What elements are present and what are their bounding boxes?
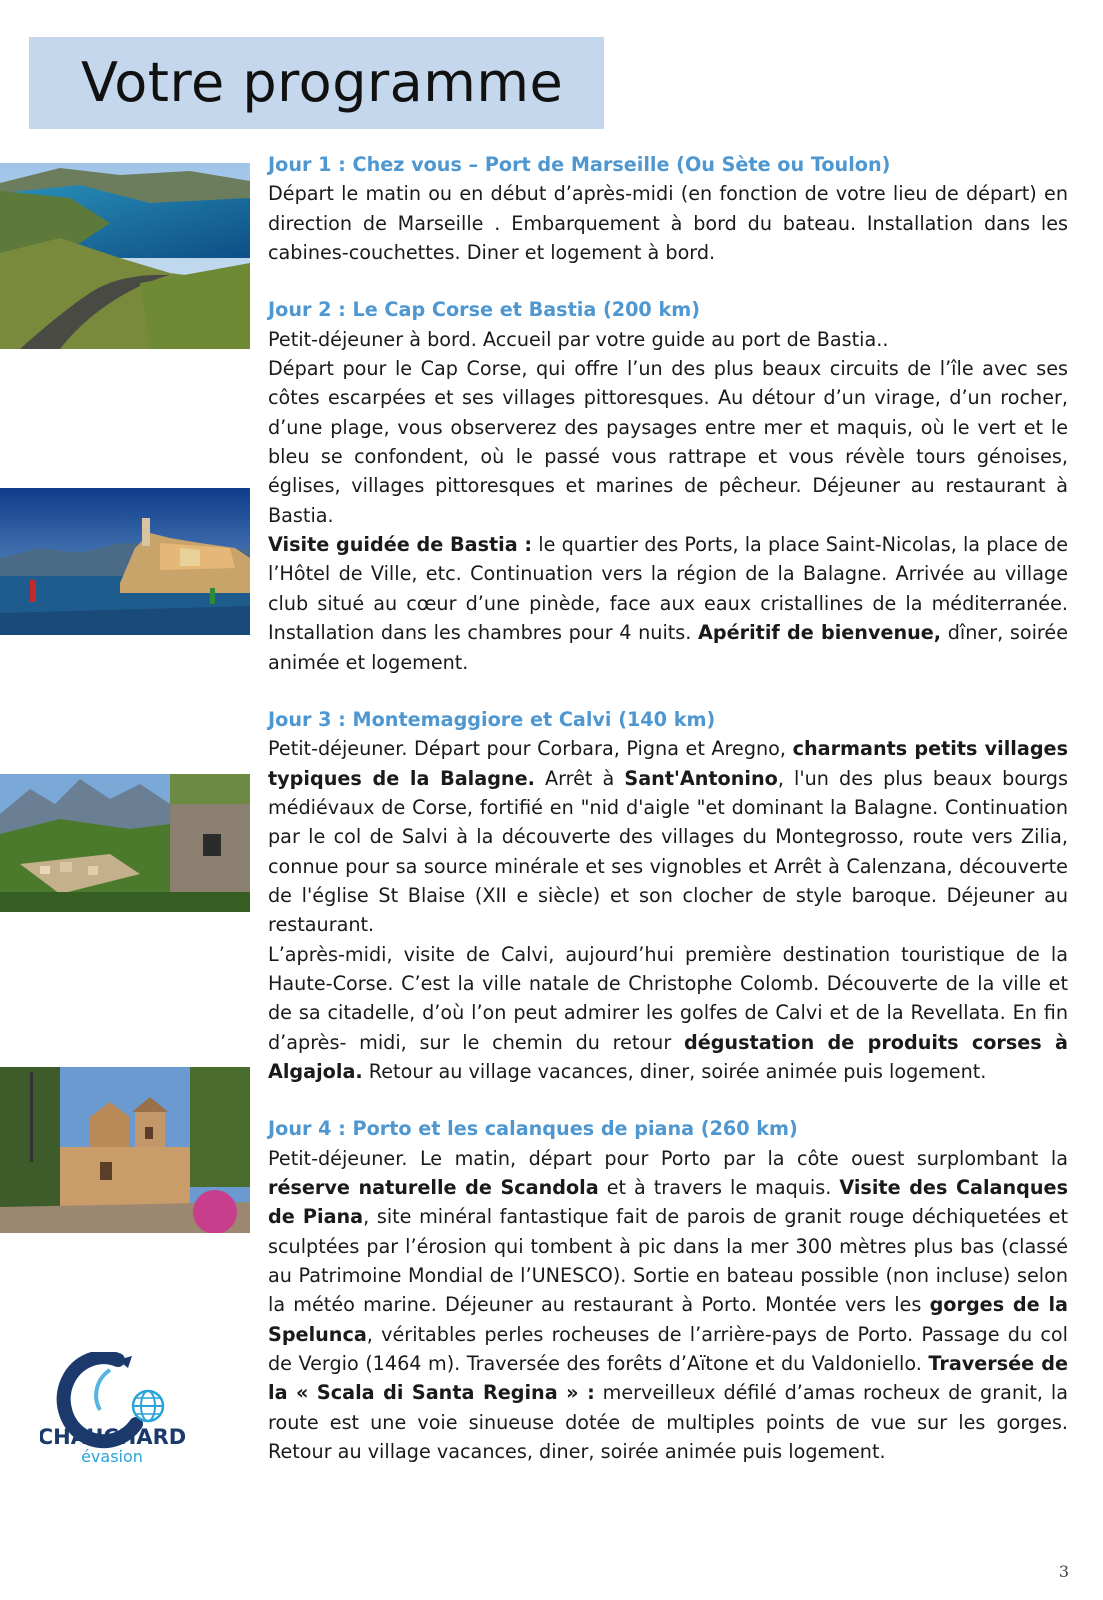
bold-text: Apéritif de bienvenue, [698, 621, 942, 645]
bold-text: Visite des Calanques de Piana [268, 1176, 1068, 1229]
text-run: merveilleux défilé d’amas rocheux de granit, la route est une voie sinueuse dotée de multiples points de vue sur les gorges. Retour au village vacances, diner, soirée animée puis logement. [268, 1381, 1068, 1464]
bold-text: Traversée de la « Scala di Santa Regina » : [268, 1352, 1069, 1405]
text-run: , l'un des plus beaux bourgs médiévaux de Corse, fortifié en "nid d'aigle "et dominant la Balagne. Continuation par le col de Salvi à la découverte des villages du Montegrosso, route vers Zilia, connue pour sa source minérale et ses vignobles et Arrêt à Calenzana, découverte de l'église St Blaise (XII e siècle) et son clocher de style baroque. Déjeuner au restaurant. [268, 766, 1068, 937]
text-run: Retour au village vacances, diner, soirée animée puis logement. [362, 1059, 987, 1083]
day-1 [268, 150, 1068, 267]
page-title: Votre programme [81, 51, 564, 114]
chauchard-logo [40, 1352, 200, 1496]
day-heading: Jour 4 : Porto et les calanques de piana (260 km) [268, 1117, 798, 1141]
logo-tagline: évasion [81, 1447, 143, 1466]
page-number: 3 [1058, 1562, 1069, 1581]
text-run: le quartier des Ports, la place Saint-Nicolas, la place de l’Hôtel de Ville, etc. Continuation vers la région de la Balagne. Arrivée au village club situé au cœur d’une pinède, face aux eaux cristallines de la méditerranée. Installation dans les chambres pour 4 nuits. [268, 533, 1068, 645]
text-run: Petit-déjeuner. Le matin, départ pour Porto par la côte ouest surplombant la [268, 1146, 1068, 1170]
bold-text: gorges de la Spelunca [268, 1293, 1068, 1346]
program-content [268, 150, 1068, 1494]
title-banner [29, 37, 604, 129]
day-3 [268, 705, 1068, 1086]
text-run: Arrêt à [534, 766, 625, 790]
text-run: Départ pour le Cap Corse, qui offre l’un des plus beaux circuits de l’île avec ses côtes escarpées et ses villages pittoresques. Au détour d’un virage, d’un rocher, d’une plage, vous observerez des paysages entre mer et maquis, où le vert et le bleu se confondent, où le passé vous rattrape et vous révèle tours génoises, églises, villages pittoresques et marines de pêcheur. Déjeuner au restaurant à Bastia. [268, 357, 1068, 527]
day-paragraph [268, 940, 1068, 1087]
text-run: , véritables perles rocheuses de l’arrière-pays de Porto. Passage du col de Vergio (1464 m). Traversée des forêts d’Aïtone et du Valdoniello. [268, 1322, 1068, 1376]
text-run: Petit-déjeuner. Départ pour Corbara, Pigna et Aregno, [268, 737, 793, 761]
day-paragraph [268, 734, 1068, 939]
day-paragraph [268, 354, 1068, 530]
day-paragraph [268, 1144, 1068, 1467]
text-run: L’après-midi, visite de Calvi, aujourd’hui première destination touristique de la Haute-Corse. C’est la ville natale de Christophe Colomb. Découverte de la ville et de sa citadelle, d’où l’on peut admirer les golfes de Calvi et de la Revellata. En fin d’après- midi, sur le chemin du retour [268, 942, 1068, 1054]
photo-village-church [0, 1067, 250, 1233]
bold-text: Sant'Antonino [624, 766, 778, 790]
day-2 [268, 295, 1068, 676]
bold-text: réserve naturelle de Scandola [268, 1176, 599, 1199]
bold-text: Visite guidée de Bastia : [268, 533, 533, 557]
logo-name: CHAUCHARD [40, 1425, 187, 1449]
photo-bastia-harbour [0, 488, 250, 635]
day-heading: Jour 3 : Montemaggiore et Calvi (140 km) [268, 707, 716, 731]
photo-cap-corse-coast [0, 163, 250, 349]
photo-mountain-village [0, 774, 250, 912]
text-run: Petit-déjeuner à bord. Accueil par votre guide au port de Bastia.. [268, 327, 889, 351]
day-heading: Jour 1 : Chez vous – Port de Marseille (Ou Sète ou Toulon) [268, 153, 891, 176]
text-run: Départ le matin ou en début d’après-midi (en fonction de votre lieu de départ) en direction de Marseille . Embarquement à bord du bateau. Installation dans les cabines-couchettes. Diner et logement à bord. [268, 182, 1068, 265]
day-heading: Jour 2 : Le Cap Corse et Bastia (200 km) [268, 298, 700, 322]
text-run: et à travers le maquis. [598, 1176, 840, 1199]
day-paragraph [268, 530, 1068, 677]
day-paragraph [268, 179, 1068, 267]
day-paragraph [268, 325, 1068, 354]
bold-text: charmants petits villages typiques de la Balagne. [268, 737, 1068, 790]
day-4 [268, 1114, 1068, 1466]
text-run: , site minéral fantastique fait de parois de granit rouge déchiquetées et sculptées par l’érosion qui tombent à pic dans la mer 300 mètres plus bas (classé au Patrimoine Mondial de l’UNESCO). Sortie en bateau possible (non incluse) selon la météo marine. Déjeuner au restaurant à Porto. Montée vers les [268, 1205, 1068, 1317]
text-run: dîner, soirée animée et logement. [268, 621, 1068, 674]
bold-text: dégustation de produits corses à Algajola. [268, 1030, 1068, 1083]
